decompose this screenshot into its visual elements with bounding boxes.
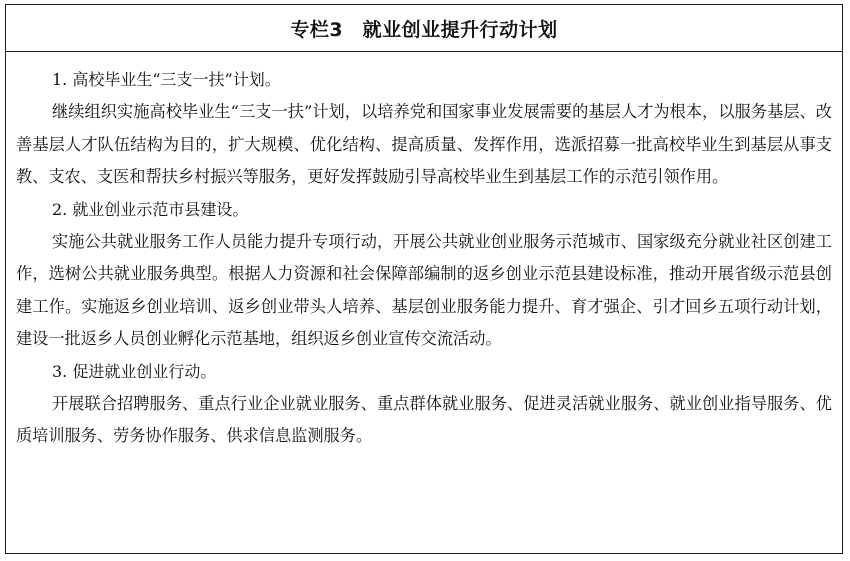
section-heading-3: 3. 促进就业创业行动。 <box>52 361 217 381</box>
section-body-3: 开展联合招聘服务、重点行业企业就业服务、重点群体就业服务、促进灵活就业服务、就业创业指导服务、优质培训服务、劳务协作服务、供求信息监测服务。 <box>16 393 832 445</box>
section-body-2: 实施公共就业服务工作人员能力提升专项行动，开展公共就业创业服务示范城市、国家级充分就业社区创建工作，选树公共就业服务典型。根据人力资源和社会保障部编制的返乡创业示范县建设标准，推动开展省级示范县创建工作。实施返乡创业培训、返乡创业带头人培养、基层创业服务能力提升、育才强企、引才回乡五项行动计划，建设一批返乡人员创业孵化示范基地，组织返乡创业宣传交流活动。 <box>16 231 832 348</box>
column-title: 专栏3 就业创业提升行动计划 <box>290 18 558 41</box>
column-content <box>6 52 842 453</box>
section-body-1: 继续组织实施高校毕业生“三支一扶”计划，以培养党和国家事业发展需要的基层人才为根本，以服务基层、改善基层人才队伍结构为目的，扩大规模、优化结构、提高质量、发挥作用，选派招募一批高校毕业生到基层从事支教、支农、支医和帮扶乡村振兴等服务，更好发挥鼓励引导高校毕业生到基层工作的示范引领作用。 <box>16 102 832 186</box>
column-box <box>5 4 843 554</box>
section-heading-2: 2. 就业创业示范市县建设。 <box>52 199 249 219</box>
section-heading-1: 1. 高校毕业生“三支一扶”计划。 <box>52 70 281 89</box>
title-bar <box>6 5 842 52</box>
